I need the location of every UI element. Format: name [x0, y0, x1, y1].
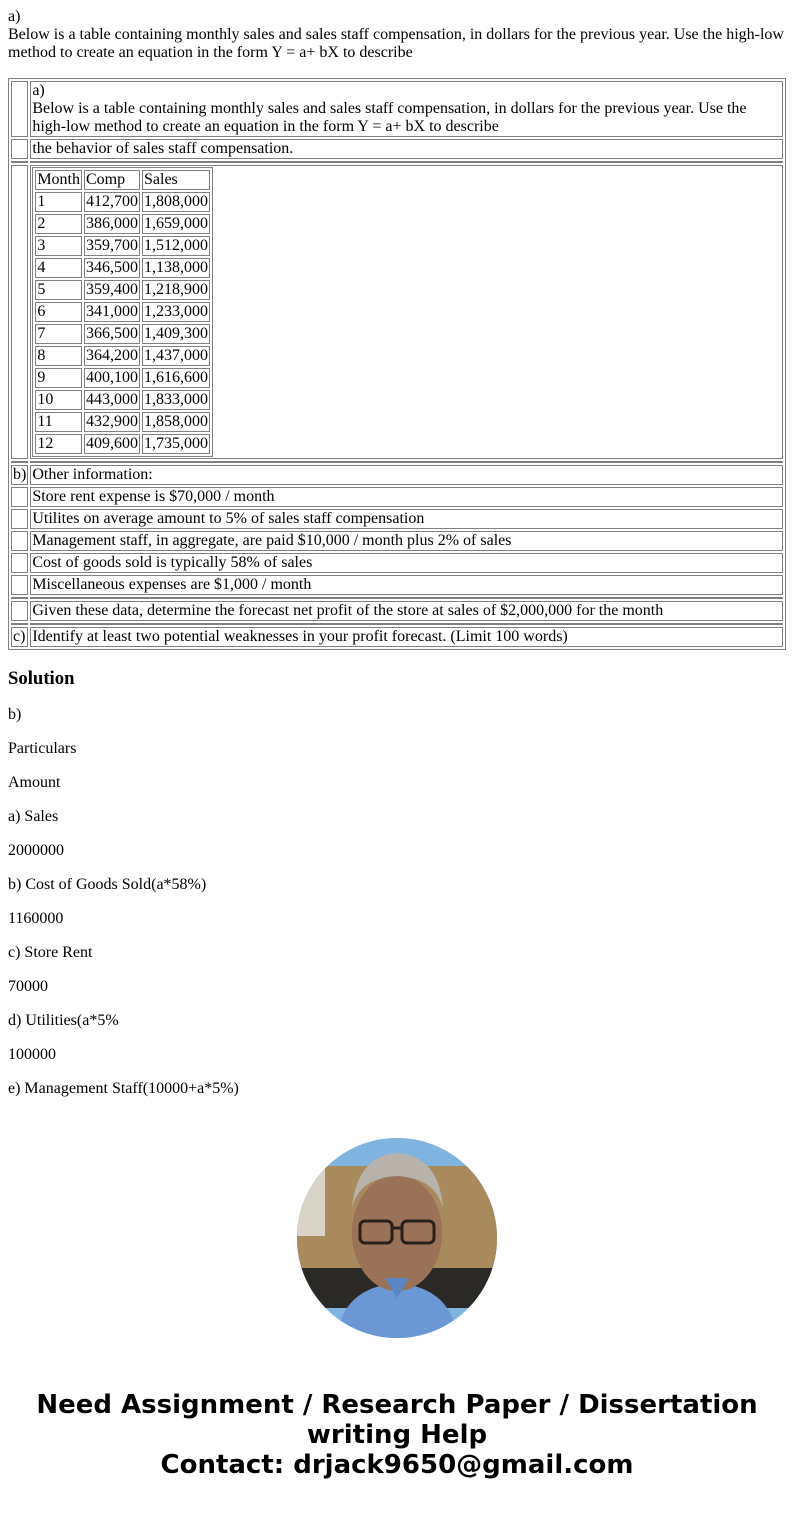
table-row: [35, 192, 210, 212]
table-row: [35, 368, 210, 388]
sales-cell: 1,858,000: [144, 413, 208, 430]
label-cell: [11, 553, 28, 573]
solution-line: 2000000: [8, 842, 64, 859]
solution-line: 70000: [8, 978, 48, 995]
sales-cell: 1,437,000: [144, 347, 208, 364]
label-cell: [11, 139, 28, 159]
row-info-item: [11, 553, 783, 573]
table-row: [35, 258, 210, 278]
month-cell: 2: [35, 214, 82, 234]
promo-banner: [8, 1390, 786, 1480]
sales-cell: 1,735,000: [144, 435, 208, 452]
sales-cell: 1,409,300: [144, 325, 208, 342]
sales-cell: 1,138,000: [144, 259, 208, 276]
intro: [8, 8, 786, 62]
comp-cell: 386,000: [86, 215, 138, 232]
table-row: [35, 302, 210, 322]
month-cell: 11: [35, 412, 82, 432]
question-table: [8, 78, 786, 650]
info-item: Utilites on average amount to 5% of sales staff compensation: [30, 509, 783, 529]
row-data-table: [11, 165, 783, 459]
promo-contact: Contact: drjack9650@gmail.com: [160, 1450, 634, 1480]
row-info-item: [11, 531, 783, 551]
avatar: [297, 1138, 497, 1338]
table-row: [35, 412, 210, 432]
person-photo-icon: [297, 1138, 497, 1338]
row-part-a-continuation: [11, 139, 783, 159]
part-a-continuation: the behavior of sales staff compensation.: [30, 139, 783, 159]
info-item: Store rent expense is $70,000 / month: [30, 487, 783, 507]
comp-cell: 400,100: [86, 369, 138, 386]
separator-row: [11, 461, 783, 463]
month-cell: 3: [35, 236, 82, 256]
comp-cell: 409,600: [86, 435, 138, 452]
table-row: [35, 434, 210, 454]
label-cell: [11, 509, 28, 529]
row-part-b: [11, 465, 783, 485]
separator-row: [11, 597, 783, 599]
comp-cell: 432,900: [86, 413, 138, 430]
part-c-text: Identify at least two potential weaknesses in your profit forecast. (Limit 100 words): [30, 627, 783, 647]
table-row: [35, 236, 210, 256]
info-item: Cost of goods sold is typically 58% of sales: [30, 553, 783, 573]
solution-line: a) Sales: [8, 808, 59, 825]
row-info-item: [11, 509, 783, 529]
comp-cell: 366,500: [86, 325, 138, 342]
month-cell: 10: [35, 390, 82, 410]
table-row: [35, 324, 210, 344]
table-header-row: [35, 170, 210, 190]
solution-line: d) Utilities(a*5%: [8, 1012, 119, 1029]
separator-row: [11, 161, 783, 163]
sales-cell: 1,616,600: [144, 369, 208, 386]
month-cell: 6: [35, 302, 82, 322]
promo-line-1: Need Assignment / Research Paper / Dissertation writing Help: [36, 1390, 758, 1450]
solution-heading: Solution: [8, 668, 75, 689]
month-cell: 5: [35, 280, 82, 300]
comp-cell: 412,700: [86, 193, 138, 210]
row-part-b-task: [11, 601, 783, 621]
intro-text: Below is a table containing monthly sales and sales staff compensation, in dollars for the previous year. Use the high-low method to create an equation in the form Y = a+ bX to describe: [8, 26, 784, 61]
sales-cell: 1,233,000: [144, 303, 208, 320]
month-cell: 4: [35, 258, 82, 278]
header-comp: Comp: [84, 170, 140, 190]
table-row: [35, 390, 210, 410]
comp-cell: 443,000: [86, 391, 138, 408]
part-c-label: c): [11, 627, 28, 647]
solution-body: [8, 706, 786, 1098]
header-month: Month: [37, 171, 80, 188]
month-cell: 7: [35, 324, 82, 344]
intro-label: a): [8, 8, 21, 25]
label-cell: [11, 531, 28, 551]
part-a-label: a): [32, 82, 45, 99]
month-cell: 9: [35, 368, 82, 388]
solution-line: b): [8, 706, 22, 723]
comp-cell: 364,200: [86, 347, 138, 364]
row-part-c: [11, 627, 783, 647]
part-b-heading: Other information:: [30, 465, 783, 485]
solution-line: Particulars: [8, 740, 77, 757]
solution-line: c) Store Rent: [8, 944, 93, 961]
row-info-item: [11, 575, 783, 595]
label-cell: [11, 487, 28, 507]
info-item: Management staff, in aggregate, are paid $10,000 / month plus 2% of sales: [30, 531, 783, 551]
row-part-a: [11, 81, 783, 137]
comp-cell: 359,400: [86, 281, 138, 298]
info-item: Miscellaneous expenses are $1,000 / month: [30, 575, 783, 595]
comp-cell: 341,000: [86, 303, 138, 320]
label-cell: [11, 601, 28, 621]
comp-cell: 359,700: [86, 237, 138, 254]
solution-line: b) Cost of Goods Sold(a*58%): [8, 876, 207, 893]
avatar-container: [8, 1138, 786, 1338]
label-cell: [11, 165, 28, 459]
label-cell: [11, 81, 28, 137]
sales-cell: 1,833,000: [144, 391, 208, 408]
part-b-task: Given these data, determine the forecast net profit of the store at sales of $2,000,000 for the month: [30, 601, 783, 621]
table-row: [35, 214, 210, 234]
part-a-text: Below is a table containing monthly sales and sales staff compensation, in dollars for the previous year. Use the high-low method to create an equation in the form Y = a+ bX to describe: [32, 100, 747, 135]
sales-cell: 1,808,000: [144, 193, 208, 210]
sales-cell: 1,659,000: [144, 215, 208, 232]
month-cell: 1: [35, 192, 82, 212]
row-info-item: [11, 487, 783, 507]
separator-row: [11, 623, 783, 625]
part-a-cell: [30, 81, 783, 137]
solution-line: e) Management Staff(10000+a*5%): [8, 1080, 239, 1097]
label-cell: [11, 575, 28, 595]
month-cell: 12: [35, 434, 82, 454]
solution-line: 1160000: [8, 910, 64, 927]
sales-cell: 1,512,000: [144, 237, 208, 254]
solution-line: Amount: [8, 774, 61, 791]
table-row: [35, 346, 210, 366]
part-b-label: b): [13, 466, 27, 483]
sales-comp-table: [32, 167, 213, 457]
comp-cell: 346,500: [86, 259, 138, 276]
month-cell: 8: [35, 346, 82, 366]
header-sales: Sales: [142, 170, 210, 190]
solution-line: 100000: [8, 1046, 56, 1063]
sales-cell: 1,218,900: [144, 281, 208, 298]
data-table-cell: [30, 165, 783, 459]
table-row: [35, 280, 210, 300]
